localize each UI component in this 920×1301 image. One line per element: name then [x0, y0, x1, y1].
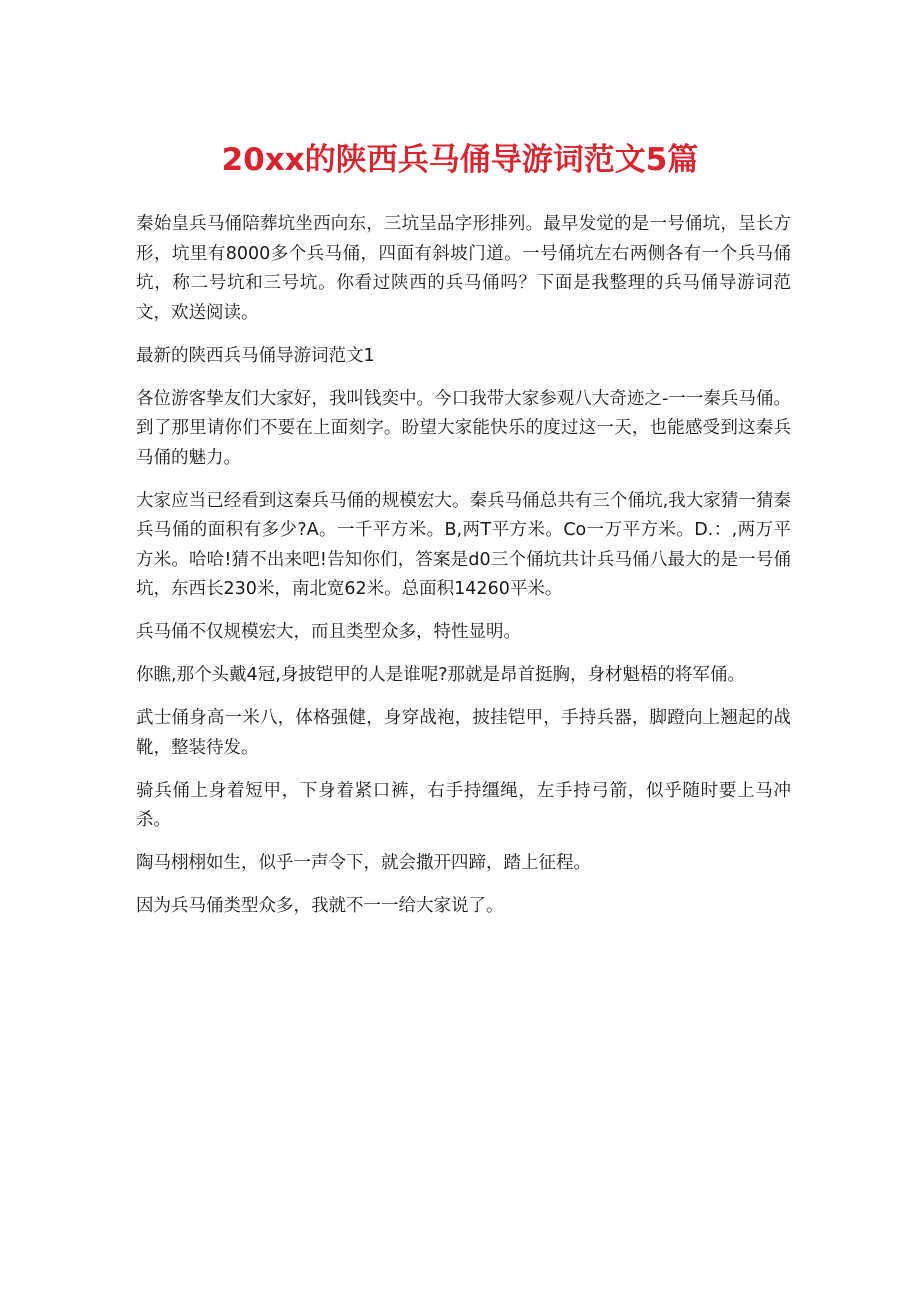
section-heading: 最新的陕西兵马俑导游词范文1: [136, 345, 375, 366]
body-paragraph: 骑兵俑上身着短甲，下身着紧口裤，右手持缰绳，左手持弓箭，似乎随时要上马冲杀。: [136, 780, 791, 830]
body-paragraph: 你瞧,那个头戴4冠,身披铠甲的人是谁呢?那就是昂首挺胸，身材魁梧的将军俑。: [136, 665, 746, 685]
document-body: [136, 210, 791, 935]
body-paragraph: 陶马栩栩如生，似乎一声令下，就会撒开四蹄，踏上征程。: [136, 853, 591, 873]
intro-paragraph: 秦始皇兵马俑陪葬坑坐西向东，三坑呈品字形排列。最早发觉的是一号俑坑，呈长方形，坑里有8000多个兵马俑，四面有斜坡门道。一号俑坑左右两侧各有一个兵马俑坑，称二号坑和三号坑。你看过陕西的兵马俑吗？下面是我整理的兵马俑导游词范文，欢送阅读。: [136, 214, 791, 323]
body-paragraph: 武士俑身高一米八，体格强健，身穿战袍，披挂铠甲，手持兵器，脚蹬向上翘起的战靴，整装待发。: [136, 708, 791, 758]
body-paragraph: 因为兵马俑类型众多，我就不一一给大家说了。: [136, 896, 504, 916]
body-paragraph: 大家应当已经看到这秦兵马俑的规模宏大。秦兵马俑总共有三个俑坑,我大家猜一猜秦兵马俑的面积有多少?A。一千平方米。B,两T平方米。Co一万平方米。D.：,两万平方米。哈哈!猜不出来吧!告知你们，答案是d0三个俑坑共计兵马俑八最大的是一号俑坑，东西长230米，南北宽62米。总面积14260平米。: [136, 490, 791, 599]
document-title: 20xx的陕西兵马俑导游词范文5篇: [221, 142, 699, 178]
body-paragraph: 各位游客挚友们大家好，我叫钱奕中。今口我带大家参观八大奇迹之-一一秦兵马俑。到了那里请你们不要在上面刻字。盼望大家能快乐的度过这一天，也能感受到这秦兵马俑的魅力。: [136, 388, 791, 468]
body-paragraph: 兵马俑不仅规模宏大，而且类型众多，特性显明。: [136, 622, 521, 642]
